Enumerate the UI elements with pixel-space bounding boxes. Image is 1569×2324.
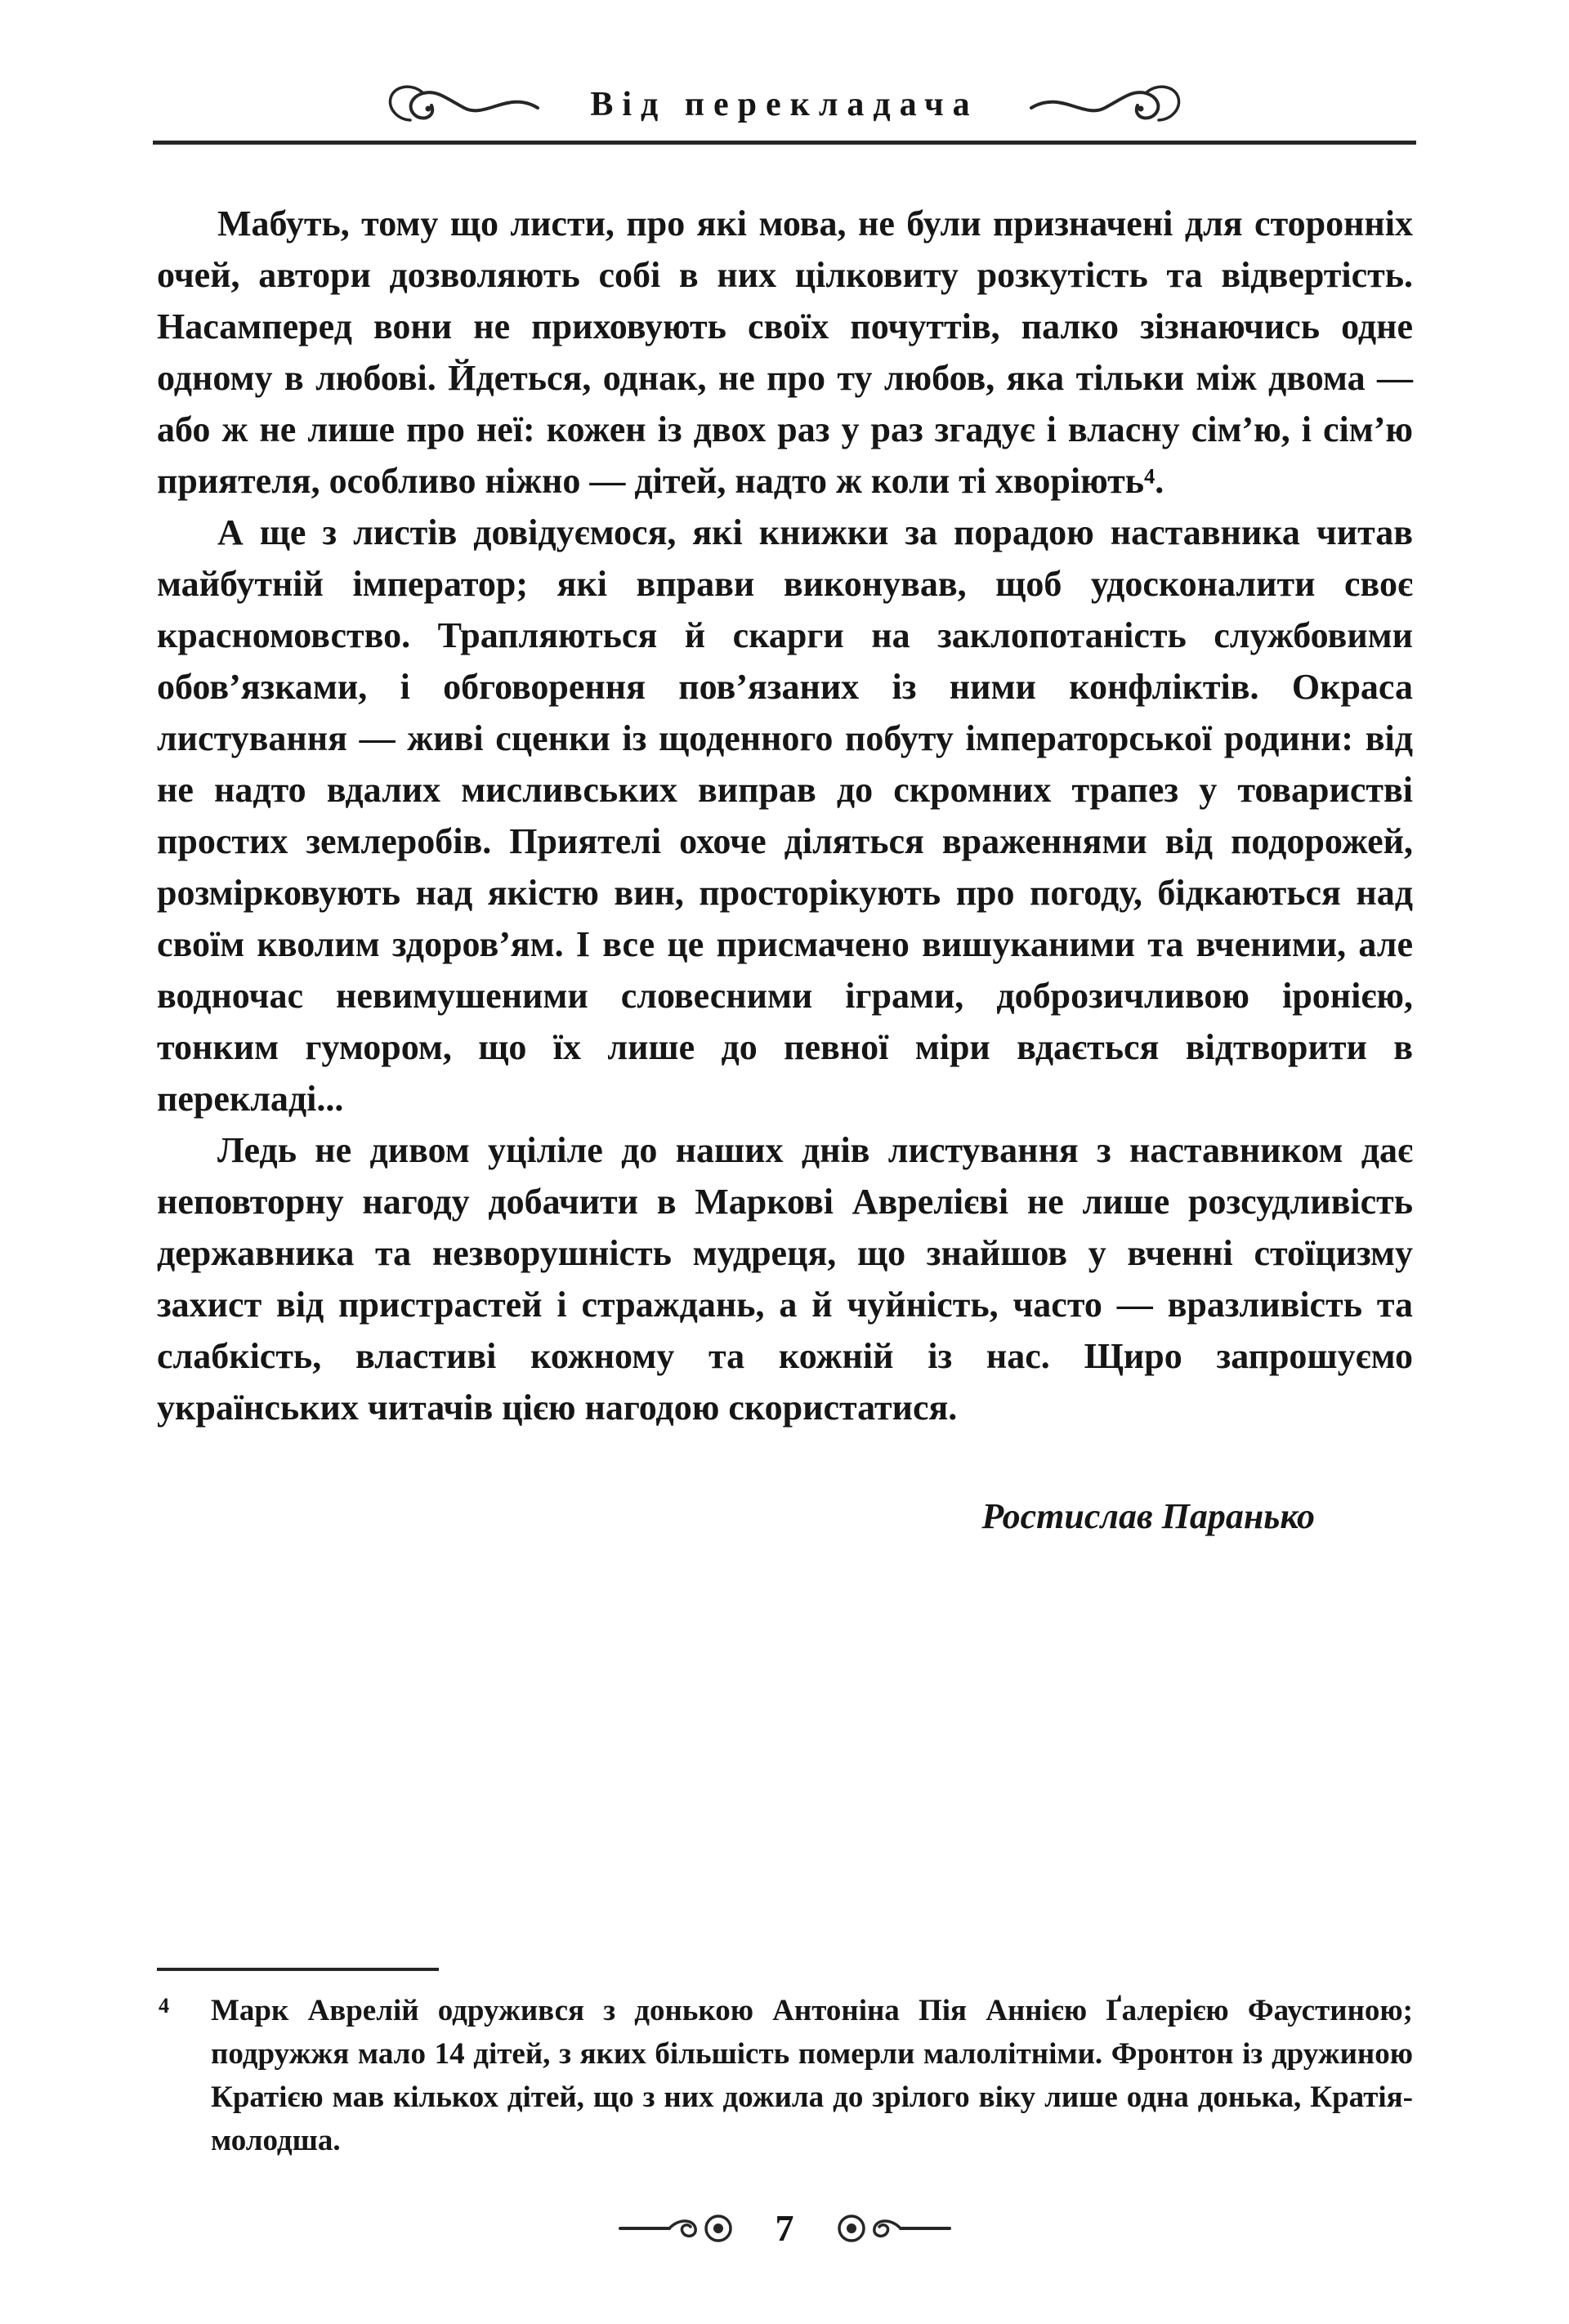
paragraph: Мабуть, тому що листи, про які мова, не були призначені для сторонніх очей, автори дозволяють собі в них цілковиту розкутість та відвертість. Насамперед вони не приховують своїх почуттів, палко зізнаючись одне одному в любові. Йдеться, однак, не про ту любов, яка тільки між двома — або ж не лише про неї: кожен із двох раз у раз згадує і власну сім’ю, і сім’ю приятеля, особливо ніжно — дітей, надто ж коли ті хворіють⁴.	[157, 203, 1413, 501]
translator-signature: Ростислав Паранько	[981, 1496, 1315, 1536]
header-divider	[153, 141, 1416, 145]
footnote-section	[157, 1968, 1413, 2162]
header-flourish-right-icon	[1028, 82, 1183, 127]
page-header	[0, 82, 1569, 145]
main-text	[157, 198, 1413, 1541]
footer-flourish-right-icon	[829, 2211, 951, 2246]
paragraph: Ледь не дивом уціліле до наших днів листування з наставником дає неповторну нагоду добачити в Маркові Аврелієві не лише розсудливість державника та незворушність мудреця, що знайшов у вченні стоїцизму захист від пристрастей і страждань, а й чуйність, часто — вразливість та слабкість, властиві кожному та кожній із нас. Щиро запрошуємо українських читачів цією нагодою скористатися.	[157, 1130, 1413, 1428]
footer-flourish-left-icon	[619, 2211, 741, 2246]
footnote-marker: 4	[159, 1994, 169, 2018]
footnote	[157, 1989, 1413, 2162]
page-footer	[0, 2206, 1569, 2250]
page-number: 7	[775, 2207, 794, 2249]
paragraph: А ще з листів довідуємося, які книжки за порадою наставника читав майбутній імператор; які вправи виконував, щоб удосконалити своє красномовство. Трапляються й скарги на заклопотаність службовими обов’язками, і обговорення пов’язаних із ними конфліктів. Окраса листування — живі сценки із щоденного побуту імператорської родини: від не надто вдалих мисливських виправ до скромних трапез у товаристві простих землеробів. Приятелі охоче діляться враженнями від подорожей, розмірковують над якістю вин, просторікують про погоду, бідкаються над своїм кволим здоров’ям. І все це присмачено вишуканими та вченими, але водночас невимушеними словесними іграми, доброзичливою іронією, тонким гумором, що їх лише до певної міри вдається відтворити в перекладі...	[157, 512, 1413, 1119]
header-flourish-left-icon	[386, 82, 541, 127]
footnote-divider	[157, 1968, 439, 1971]
running-title: Від перекладача	[590, 86, 979, 123]
footnote-text: Марк Аврелій одружився з донькою Антоніна Пія Аннією Ґалерією Фаустиною; подружжя мало 14 дітей, з яких більшість померли малолітніми. Фронтон із дружиною Кратією мав кількох дітей, що з них дожила до зрілого віку лише одна донька, Кратія-молодша.	[211, 1994, 1413, 2157]
